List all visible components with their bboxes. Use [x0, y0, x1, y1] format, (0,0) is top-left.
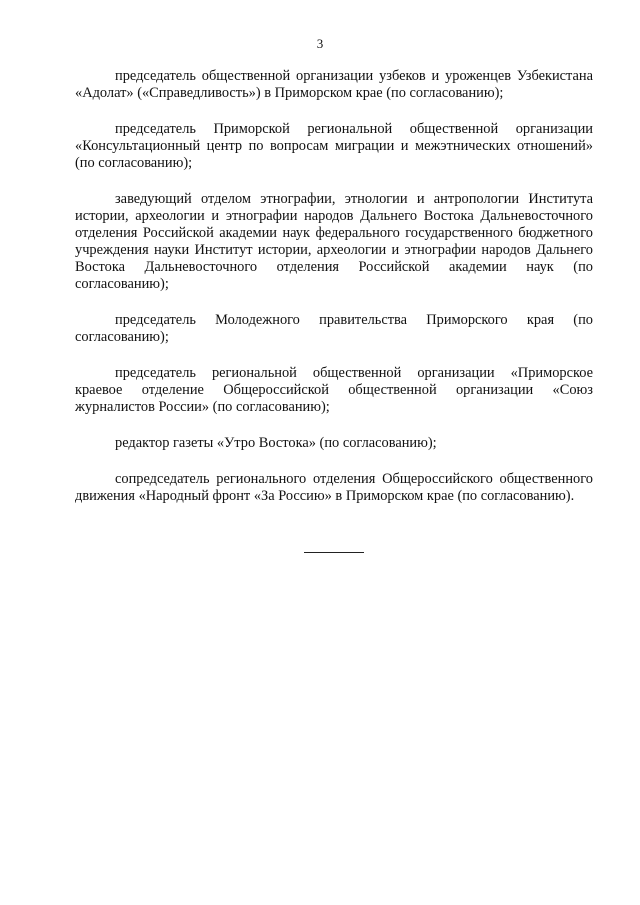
list-item: председатель Молодежного правительства Приморского края (по согласованию);: [75, 312, 593, 345]
member-list: [75, 68, 593, 524]
list-item: сопредседатель регионального отделения Общероссийского общественного движения «Народный фронт «За Россию» в Приморском крае (по согласованию).: [75, 471, 593, 504]
end-of-list-divider: [304, 552, 364, 553]
list-item: заведующий отделом этнографии, этнологии и антропологии Института истории, археологии и этнографии народов Дальнего Востока Дальневосточного отделения Российской академии наук федерального государственного бюджетного учреждения науки Институт истории, археологии и этнографии народов Дальнего Востока Дальневосточного отделения Российской академии наук (по согласованию);: [75, 191, 593, 292]
list-item: председатель региональной общественной организации «Приморское краевое отделение Общероссийской общественной организации «Союз журналистов России» (по согласованию);: [75, 365, 593, 415]
list-item: председатель Приморской региональной общественной организации «Консультационный центр по вопросам миграции и межэтнических отношений» (по согласованию);: [75, 121, 593, 171]
list-item: председатель общественной организации узбеков и уроженцев Узбекистана «Адолат» («Справедливость») в Приморском крае (по согласованию);: [75, 68, 593, 101]
list-item: редактор газеты «Утро Востока» (по согласованию);: [115, 435, 437, 451]
page-number: 3: [316, 36, 324, 51]
